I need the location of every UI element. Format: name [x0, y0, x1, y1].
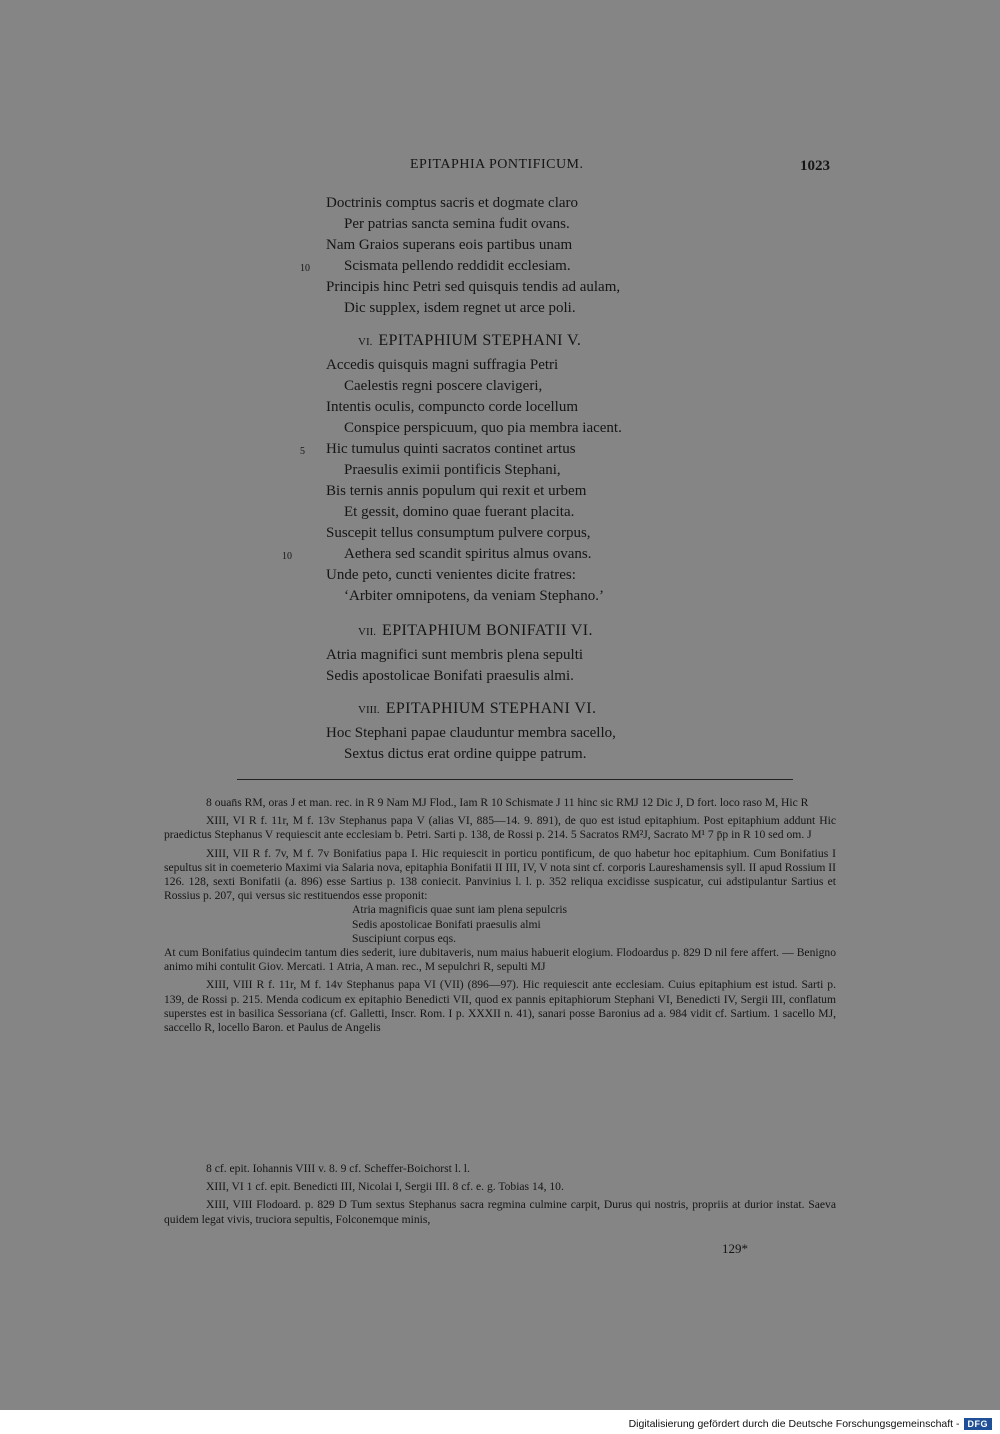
line-number: 10 [300, 263, 310, 274]
quoted-line: Atria magnificis quae sunt iam plena sepulcris [352, 903, 568, 917]
quoted-line: Sedis apostolicae Bonifati praesulis almi [352, 917, 541, 931]
critical-apparatus [164, 796, 836, 1035]
verse-line: 10 Scismata pellendo reddidit ecclesiam. [326, 256, 846, 277]
verse-line: ‘Arbiter omnipotens, da veniam Stephano.’ [344, 588, 604, 604]
dfg-logo[interactable]: DFG [964, 1418, 993, 1430]
apparatus-note: XIII, VI R f. 11r, M f. 13v Stephanus papa V (alias VI, 885—14. 9. 891), de quo est istud epitaphium. Post epitaphium addunt Hic praedictus Stephanus V requiescit ante ecclesiam b. Petri. Sarti p. 138, de Rossi p. 214. 5 Sacratos RM²J, Sacrato M¹ 7 p̄p in R 10 sed om. J [164, 814, 836, 842]
footer-text: Digitalisierung gefördert durch die Deutsche Forschungsgemeinschaft - [628, 1418, 960, 1430]
section-heading [358, 332, 581, 350]
verse-line: Suscepit tellus consumptum pulvere corpus, [326, 525, 591, 541]
restored-verses [164, 903, 836, 946]
verse-line: Accedis quisquis magni suffragia Petri [326, 357, 559, 373]
line-number: 5 [300, 446, 305, 457]
verse-line: 5 Hic tumulus quinti sacratos continet artus [326, 439, 846, 460]
verse-line: Sextus dictus erat ordine quippe patrum. [344, 746, 587, 762]
section-numeral: VII. [358, 626, 377, 638]
verse-line: Conspice perspicuum, quo pia membra iacent. [344, 420, 622, 436]
funding-footer [629, 1416, 992, 1432]
verse-line: Per patrias sancta semina fudit ovans. [344, 216, 570, 232]
apparatus-note: At cum Bonifatius quindecim tantum dies sederit, iure dubitaveris, num maius habuerit elogium. Flodoardus p. 829 D nil fere affert. — Benigno animo mihi contulit Giov. Mercati. 1 Atria, A man. rec., M sepulchri R, sepulti MJ [164, 946, 836, 974]
line-number: 10 [282, 551, 292, 562]
verse-line: Caelestis regni poscere clavigeri, [344, 378, 543, 394]
apparatus-note: XIII, VII R f. 7v, M f. 7v Bonifatius papa I. Hic requiescit in porticu pontificum, de quo habetur hoc epitaphium. Cum Bonifatius I sepultus sit in coemeterio Maximi via Salaria nova, epitaphia Bonifatii II III, IV, V nota sint cf. corporis Laureshamensis syll. II apud Rossium II 126. 128, sexti Bonifatii (a. 896) esse Sartius p. 138 coniecit. Panvinius l. l. p. 352 reliqua excidisse suspicatur, cui adstipulantur Sartius et Rossius p. 207, qui versus sic restituendos esse proponit: [164, 846, 836, 903]
verse-line: Unde peto, cuncti venientes dicite fratres: [326, 567, 576, 583]
apparatus-note: XIII, VIII R f. 11r, M f. 14v Stephanus papa VI (VII) (896—97). Hic requiescit ante ecclesiam. Cuius epitaphium est istud. Sarti p. 139, de Rossi p. 215. Menda codicum ex epitaphio Benedicti VII, quod ex pannis epitaphiorum Stephani VI, Benedicti IV, Sergii III, conflatum superstes est in basilica Sessoriana (cf. Galletti, Inscr. Rom. I p. XXXII n. 41), sanari posse Baronius ad a. 984 vidit cf. Sartium. 1 sacello MJ, saccello R, locello Baron. et Paulus de Angelis [164, 978, 836, 1035]
quoted-line: Suscipiunt corpus eqs. [352, 931, 457, 945]
verse-line: Praesulis eximii pontificis Stephani, [344, 462, 561, 478]
verse-line: Atria magnifici sunt membris plena sepulti [326, 647, 584, 663]
source-notes [164, 1162, 836, 1227]
verse-line: Bis ternis annis populum qui rexit et urbem [326, 483, 587, 499]
section-heading [358, 700, 596, 718]
poem-stephani-vi [326, 723, 846, 765]
running-title: EPITAPHIA PONTIFICUM. [410, 157, 584, 172]
poem-continuation [300, 193, 846, 319]
source-note: XIII, VIII Flodoard. p. 829 D Tum sextus Stephanus sacra regmina culmine carpit, Durus qui nostris, propriis at durior instat. Saeva quidem legat vivis, truciora sepultis, Folconemque minis, [164, 1198, 836, 1226]
verse-line: Intentis oculis, compuncto corde locellum [326, 399, 579, 415]
page-number: 1023 [800, 158, 830, 174]
verse-line: Dic supplex, isdem regnet ut arce poli. [344, 300, 576, 316]
section-title: EPITAPHIUM BONIFATII VI. [382, 622, 593, 639]
section-heading [358, 622, 593, 640]
verse-line: Hoc Stephani papae clauduntur membra sacello, [326, 725, 616, 741]
verse-line: Principis hinc Petri sed quisquis tendis ad aulam, [326, 279, 621, 295]
section-numeral: VIII. [358, 704, 380, 716]
poem-stephani-v [282, 355, 846, 607]
footnote-separator [237, 779, 793, 780]
section-title: EPITAPHIUM STEPHANI V. [378, 332, 582, 349]
source-note: XIII, VI 1 cf. epit. Benedicti III, Nicolai I, Sergii III. 8 cf. e. g. Tobias 14, 10. [206, 1180, 564, 1194]
verse-line: Et gessit, domino quae fuerant placita. [344, 504, 575, 520]
section-title: EPITAPHIUM STEPHANI VI. [385, 700, 597, 717]
verse-line: 10 Aethera sed scandit spiritus almus ovans. [326, 544, 846, 565]
poem-bonifatii-vi [326, 645, 846, 687]
verse-line: Doctrinis comptus sacris et dogmate claro [326, 195, 579, 211]
apparatus-note: 8 ouan̄s RM, oras J et man. rec. in R 9 Nam MJ Flod., Iam R 10 Schismate J 11 hinc sic RMJ 12 Dic J, D fort. loco raso M, Hic R [206, 796, 809, 809]
signature-mark: 129* [722, 1241, 748, 1256]
source-note: 8 cf. epit. Iohannis VIII v. 8. 9 cf. Scheffer-Boichorst l. l. [206, 1162, 470, 1175]
section-numeral: VI. [358, 336, 373, 348]
verse-line: Sedis apostolicae Bonifati praesulis almi. [326, 668, 574, 684]
verse-line: Nam Graios superans eois partibus unam [326, 237, 573, 253]
